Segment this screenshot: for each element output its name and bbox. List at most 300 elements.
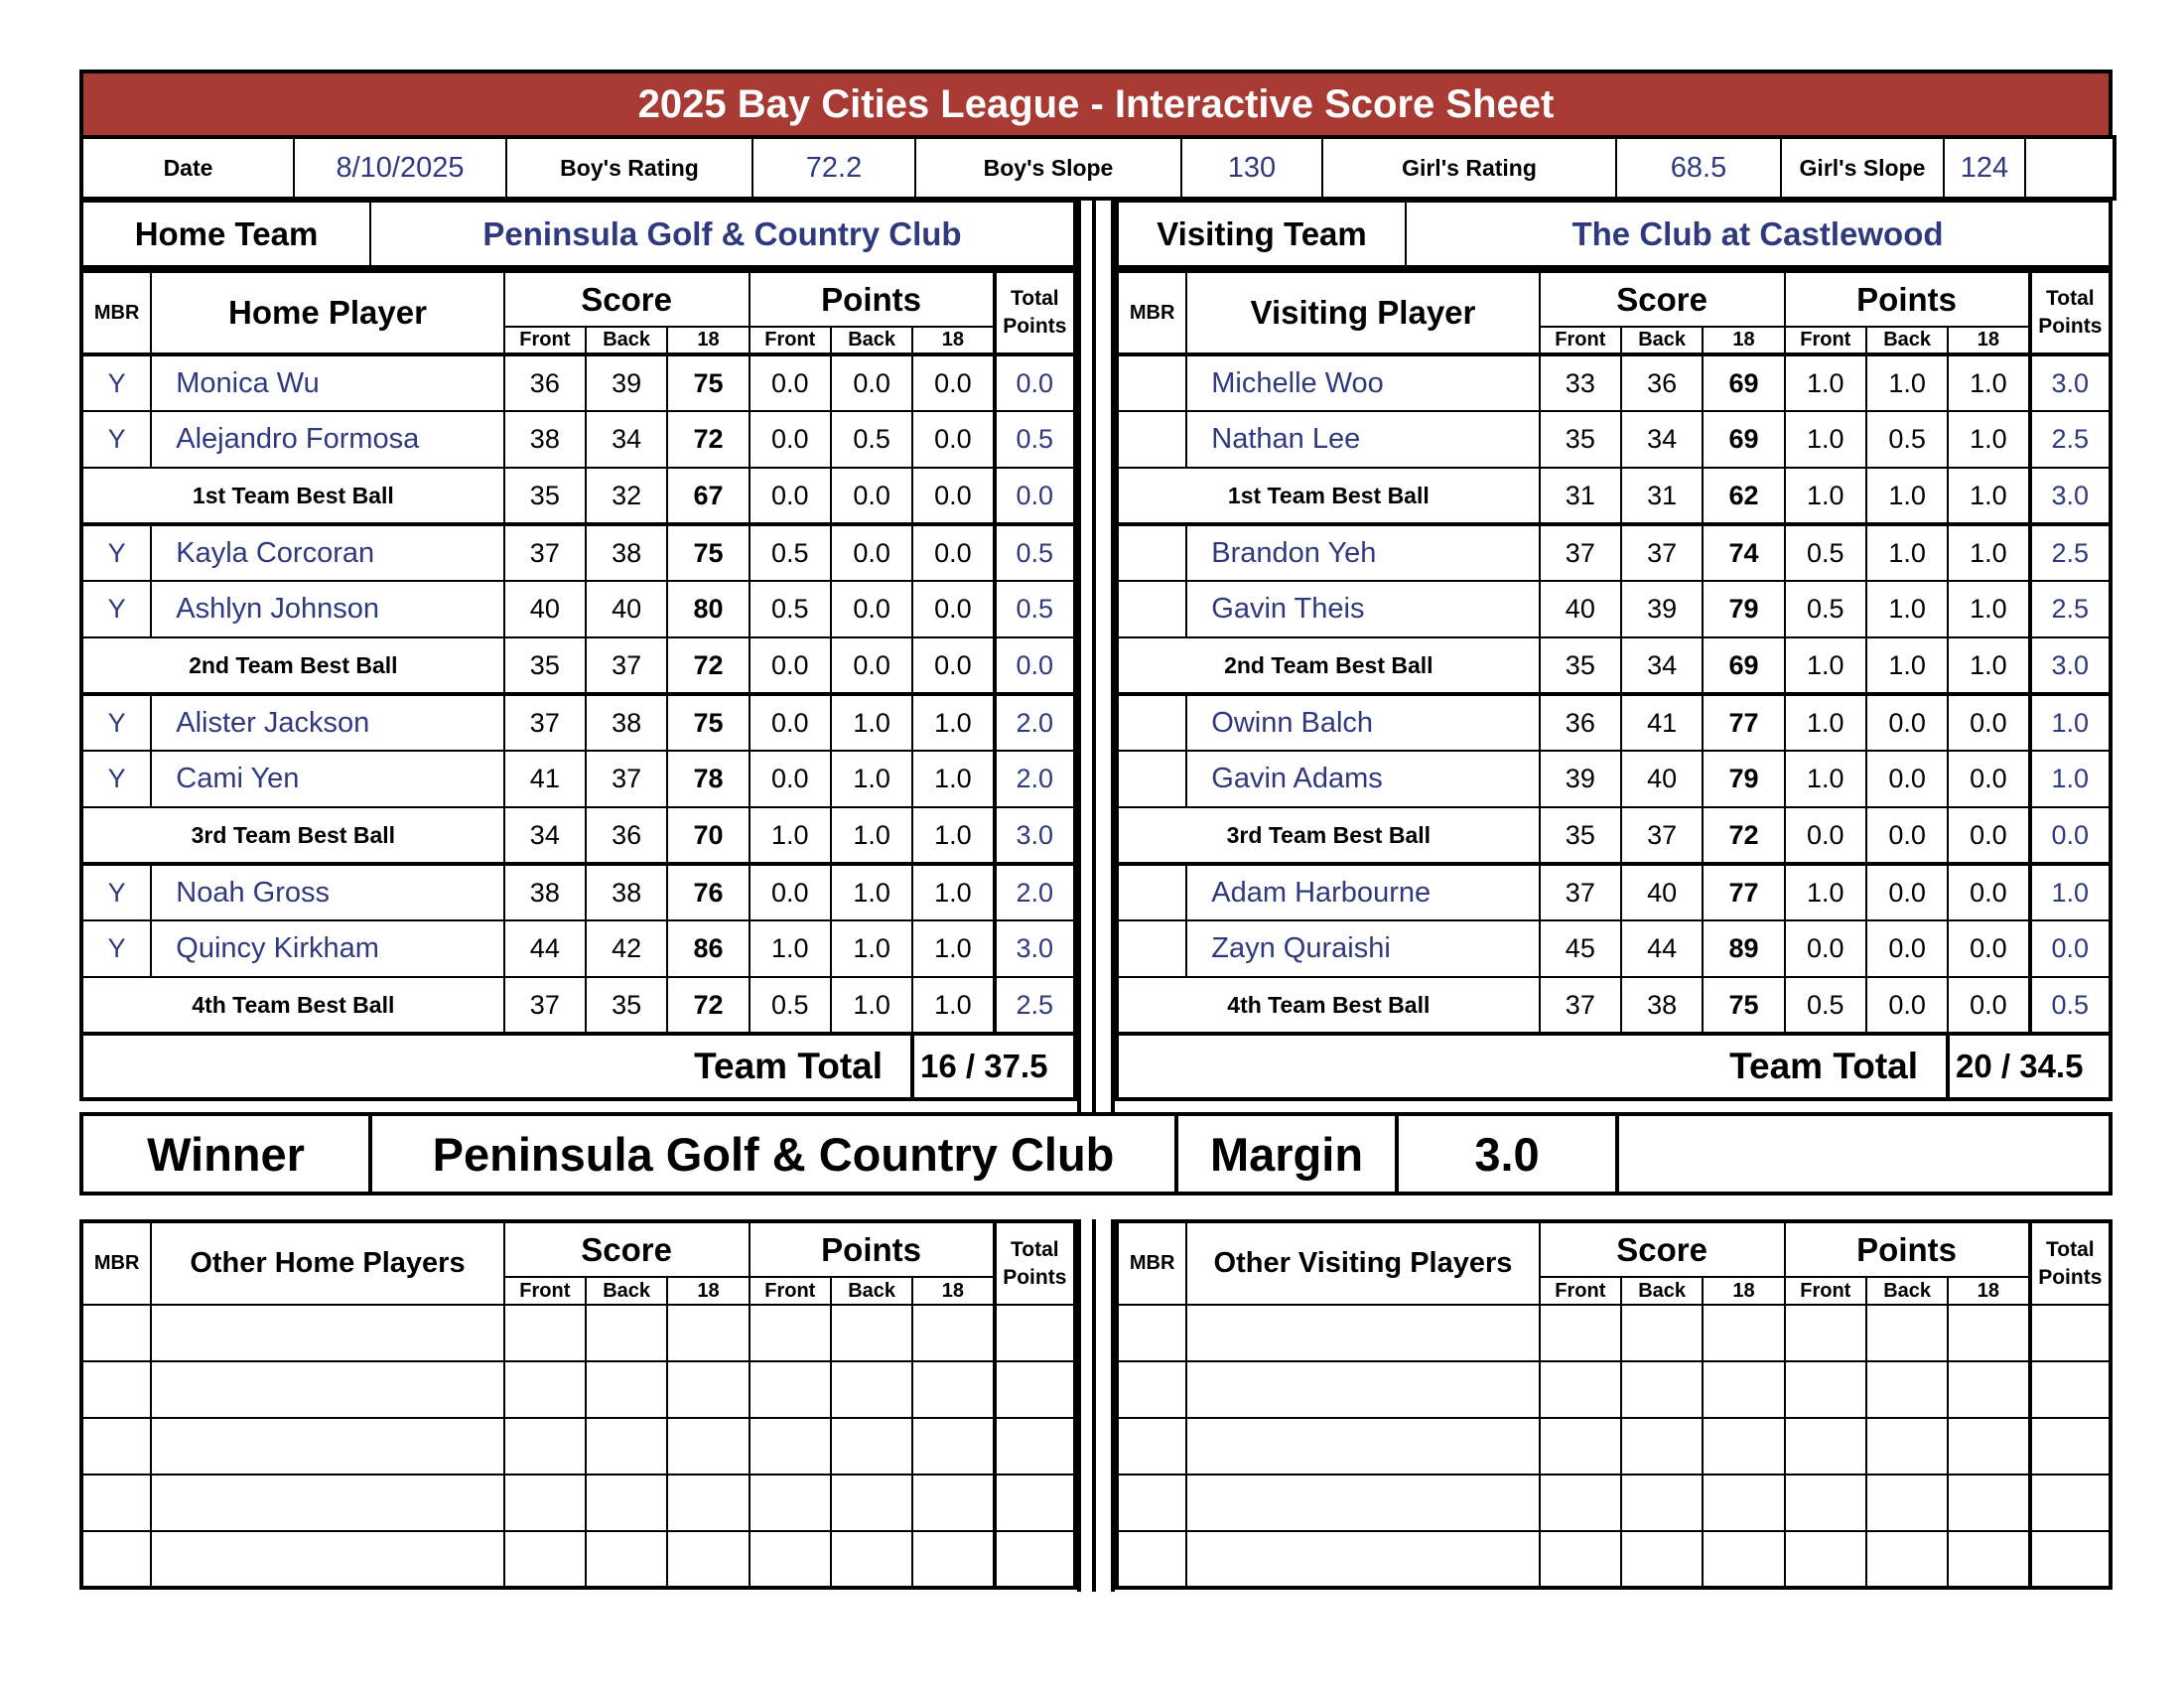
score-back[interactable]: 44 bbox=[1621, 920, 1703, 977]
score-back[interactable] bbox=[1621, 1475, 1703, 1531]
best-ball-label: 2nd Team Best Ball bbox=[81, 637, 504, 694]
mbr-header: MBR bbox=[81, 271, 151, 354]
boys-rating-field[interactable]: 72.2 bbox=[752, 137, 915, 199]
score-back: 37 bbox=[1621, 807, 1703, 864]
score-front[interactable] bbox=[1540, 1531, 1621, 1588]
score-back[interactable]: 41 bbox=[1621, 694, 1703, 751]
winner-label: Winner bbox=[81, 1114, 370, 1194]
score-header: Score bbox=[504, 271, 750, 327]
score-back: 38 bbox=[1621, 977, 1703, 1034]
score-back[interactable] bbox=[1621, 1305, 1703, 1361]
player-name-field[interactable] bbox=[1186, 1418, 1539, 1475]
points-back: 1.0 bbox=[831, 807, 912, 864]
player-name[interactable]: Brandon Yeh bbox=[1186, 524, 1539, 581]
points-back bbox=[1866, 1418, 1948, 1475]
player-name-field[interactable] bbox=[1186, 1305, 1539, 1361]
score-front[interactable]: 36 bbox=[504, 354, 586, 411]
score-front[interactable] bbox=[504, 1475, 586, 1531]
score-back[interactable]: 38 bbox=[586, 864, 667, 920]
score-18: 77 bbox=[1703, 694, 1784, 751]
total-points: 1.0 bbox=[2030, 864, 2111, 920]
player-name[interactable]: Quincy Kirkham bbox=[151, 920, 503, 977]
score-back: 36 bbox=[586, 807, 667, 864]
points-front bbox=[750, 1418, 831, 1475]
score-18: 67 bbox=[667, 468, 749, 524]
boys-slope-field[interactable]: 130 bbox=[1181, 137, 1322, 199]
score-18 bbox=[1703, 1531, 1784, 1588]
home-team-label: Home Team bbox=[81, 202, 370, 267]
score-back[interactable]: 37 bbox=[1621, 524, 1703, 581]
score-front[interactable]: 37 bbox=[504, 694, 586, 751]
points-front: 0.0 bbox=[750, 637, 831, 694]
points-header: Points bbox=[1785, 271, 2030, 327]
score-front[interactable] bbox=[1540, 1418, 1621, 1475]
total-points: 3.0 bbox=[2030, 637, 2111, 694]
mbr-cell[interactable]: Y bbox=[81, 920, 151, 977]
points-back: 0.5 bbox=[831, 411, 912, 468]
points-front: 0.0 bbox=[1785, 920, 1866, 977]
best-ball-label: 3rd Team Best Ball bbox=[81, 807, 504, 864]
girls-slope-label: Girl's Slope bbox=[1781, 137, 1944, 199]
visiting-team-total-value: 20 / 34.5 bbox=[1948, 1036, 2111, 1099]
score-back-header: Back bbox=[1621, 1277, 1703, 1305]
score-front[interactable] bbox=[1540, 1305, 1621, 1361]
points-back: 0.0 bbox=[1866, 807, 1948, 864]
mbr-cell[interactable] bbox=[1117, 864, 1186, 920]
other-home-players-table bbox=[79, 1219, 1077, 1590]
player-name-field[interactable] bbox=[1186, 1361, 1539, 1418]
score-18: 69 bbox=[1703, 354, 1784, 411]
player-row bbox=[81, 524, 1075, 581]
mbr-cell[interactable]: Y bbox=[81, 524, 151, 581]
points-front: 1.0 bbox=[1785, 637, 1866, 694]
mbr-cell[interactable]: Y bbox=[81, 694, 151, 751]
score-back[interactable]: 37 bbox=[586, 751, 667, 807]
points-back: 0.0 bbox=[1866, 751, 1948, 807]
score-front: 31 bbox=[1540, 468, 1621, 524]
best-ball-row bbox=[81, 468, 1075, 524]
score-back[interactable]: 40 bbox=[1621, 751, 1703, 807]
score-front[interactable]: 36 bbox=[1540, 694, 1621, 751]
total-points bbox=[2030, 1418, 2111, 1475]
player-name[interactable]: Zayn Quraishi bbox=[1186, 920, 1539, 977]
points-back: 1.0 bbox=[831, 977, 912, 1034]
player-row bbox=[81, 920, 1075, 977]
points-18: 0.0 bbox=[912, 637, 994, 694]
player-row bbox=[1117, 524, 2111, 581]
score-back: 35 bbox=[586, 977, 667, 1034]
score-front[interactable] bbox=[504, 1305, 586, 1361]
score-back[interactable] bbox=[1621, 1531, 1703, 1588]
sheet-title: 2025 Bay Cities League - Interactive Score Sheet bbox=[79, 70, 2113, 135]
total-points bbox=[2030, 1361, 2111, 1418]
points-front: 0.0 bbox=[750, 751, 831, 807]
score-front[interactable]: 35 bbox=[1540, 411, 1621, 468]
other-player-row bbox=[1117, 1475, 2111, 1531]
other-player-row bbox=[81, 1531, 1075, 1588]
points-front-header: Front bbox=[750, 327, 831, 354]
total-points: 1.0 bbox=[2030, 694, 2111, 751]
points-18-header: 18 bbox=[1948, 1277, 2029, 1305]
other-visiting-players-table bbox=[1115, 1219, 2113, 1590]
mbr-cell[interactable] bbox=[1117, 694, 1186, 751]
total-points: 2.5 bbox=[2030, 411, 2111, 468]
info-spacer bbox=[2025, 137, 2115, 199]
score-front: 35 bbox=[504, 468, 586, 524]
points-18: 1.0 bbox=[1948, 581, 2029, 637]
mbr-cell[interactable]: Y bbox=[81, 581, 151, 637]
score-front[interactable]: 38 bbox=[504, 864, 586, 920]
points-back: 1.0 bbox=[831, 694, 912, 751]
points-18: 1.0 bbox=[912, 751, 994, 807]
visiting-team-header bbox=[1115, 201, 2113, 269]
points-back-header: Back bbox=[831, 1277, 912, 1305]
home-team-name[interactable]: Peninsula Golf & Country Club bbox=[370, 202, 1075, 267]
points-back-header: Back bbox=[1866, 1277, 1948, 1305]
player-name[interactable]: Michelle Woo bbox=[1186, 354, 1539, 411]
score-18-header: 18 bbox=[1703, 1277, 1784, 1305]
home-team-total-label: Team Total bbox=[694, 1046, 883, 1086]
total-points: 2.0 bbox=[995, 694, 1075, 751]
score-18 bbox=[667, 1418, 749, 1475]
score-front-header: Front bbox=[504, 327, 586, 354]
mbr-cell[interactable] bbox=[1117, 1305, 1186, 1361]
score-back[interactable]: 38 bbox=[586, 694, 667, 751]
total-points: 0.5 bbox=[995, 581, 1075, 637]
score-back: 37 bbox=[586, 637, 667, 694]
score-18: 62 bbox=[1703, 468, 1784, 524]
score-back[interactable] bbox=[1621, 1418, 1703, 1475]
points-18-header: 18 bbox=[912, 1277, 994, 1305]
player-name-field[interactable] bbox=[1186, 1531, 1539, 1588]
other-players-section bbox=[79, 1219, 2113, 1592]
points-18: 0.0 bbox=[1948, 864, 2029, 920]
mbr-cell[interactable] bbox=[81, 1305, 151, 1361]
points-front bbox=[750, 1475, 831, 1531]
mbr-cell[interactable] bbox=[1117, 1531, 1186, 1588]
mbr-cell[interactable] bbox=[81, 1418, 151, 1475]
points-back bbox=[831, 1305, 912, 1361]
mbr-cell[interactable] bbox=[81, 1531, 151, 1588]
points-18 bbox=[912, 1305, 994, 1361]
score-back[interactable] bbox=[586, 1475, 667, 1531]
points-front: 0.5 bbox=[1785, 977, 1866, 1034]
points-front-header: Front bbox=[750, 1277, 831, 1305]
score-front-header: Front bbox=[1540, 1277, 1621, 1305]
score-18 bbox=[1703, 1305, 1784, 1361]
score-18: 70 bbox=[667, 807, 749, 864]
score-18: 75 bbox=[1703, 977, 1784, 1034]
total-points bbox=[2030, 1531, 2111, 1588]
mbr-cell[interactable] bbox=[1117, 751, 1186, 807]
player-name-field[interactable] bbox=[151, 1475, 503, 1531]
points-18: 0.0 bbox=[1948, 920, 2029, 977]
player-name[interactable]: Monica Wu bbox=[151, 354, 503, 411]
girls-rating-field[interactable]: 68.5 bbox=[1616, 137, 1781, 199]
points-18: 1.0 bbox=[912, 977, 994, 1034]
points-back: 0.0 bbox=[831, 468, 912, 524]
points-front: 1.0 bbox=[1785, 468, 1866, 524]
visiting-team-total bbox=[1115, 1036, 2113, 1101]
home-score-table bbox=[79, 269, 1077, 1036]
player-name[interactable]: Gavin Theis bbox=[1186, 581, 1539, 637]
mbr-cell[interactable] bbox=[81, 1361, 151, 1418]
points-back: 1.0 bbox=[831, 920, 912, 977]
score-18 bbox=[1703, 1475, 1784, 1531]
points-front: 0.5 bbox=[750, 524, 831, 581]
score-18: 86 bbox=[667, 920, 749, 977]
mbr-cell[interactable] bbox=[1117, 354, 1186, 411]
mbr-cell[interactable]: Y bbox=[81, 751, 151, 807]
points-front: 1.0 bbox=[1785, 694, 1866, 751]
score-front: 35 bbox=[504, 637, 586, 694]
player-name[interactable]: Ashlyn Johnson bbox=[151, 581, 503, 637]
score-back: 32 bbox=[586, 468, 667, 524]
mbr-cell[interactable]: Y bbox=[81, 354, 151, 411]
total-points bbox=[2030, 1475, 2111, 1531]
player-header: Other Visiting Players bbox=[1186, 1221, 1539, 1305]
player-name-field[interactable] bbox=[151, 1361, 503, 1418]
total-points: 0.5 bbox=[995, 524, 1075, 581]
score-18 bbox=[1703, 1361, 1784, 1418]
mbr-cell[interactable] bbox=[1117, 411, 1186, 468]
result-spacer bbox=[1617, 1114, 2111, 1194]
score-front[interactable]: 37 bbox=[1540, 864, 1621, 920]
points-18: 0.0 bbox=[912, 581, 994, 637]
points-front bbox=[750, 1305, 831, 1361]
score-18: 75 bbox=[667, 524, 749, 581]
score-front[interactable] bbox=[504, 1531, 586, 1588]
score-back[interactable]: 42 bbox=[586, 920, 667, 977]
points-front: 0.5 bbox=[1785, 524, 1866, 581]
date-field[interactable]: 8/10/2025 bbox=[294, 137, 506, 199]
points-front bbox=[1785, 1361, 1866, 1418]
player-name-field[interactable] bbox=[1186, 1475, 1539, 1531]
score-front: 37 bbox=[504, 977, 586, 1034]
center-divider bbox=[1077, 201, 1115, 1112]
home-team-total-value: 16 / 37.5 bbox=[912, 1036, 1075, 1099]
points-18: 1.0 bbox=[1948, 524, 2029, 581]
score-front[interactable]: 37 bbox=[504, 524, 586, 581]
player-name[interactable]: Cami Yen bbox=[151, 751, 503, 807]
mbr-cell[interactable] bbox=[1117, 1475, 1186, 1531]
mbr-cell[interactable] bbox=[1117, 524, 1186, 581]
total-points: 3.0 bbox=[995, 807, 1075, 864]
points-18: 1.0 bbox=[912, 694, 994, 751]
score-front[interactable] bbox=[504, 1361, 586, 1418]
score-18 bbox=[667, 1305, 749, 1361]
player-name-field[interactable] bbox=[151, 1418, 503, 1475]
total-points-header: Total Points bbox=[2030, 1221, 2111, 1305]
score-18: 74 bbox=[1703, 524, 1784, 581]
score-18: 72 bbox=[667, 977, 749, 1034]
score-18-header: 18 bbox=[1703, 327, 1784, 354]
other-player-row bbox=[81, 1418, 1075, 1475]
score-front[interactable]: 40 bbox=[1540, 581, 1621, 637]
score-18 bbox=[667, 1361, 749, 1418]
points-18: 0.0 bbox=[1948, 977, 2029, 1034]
total-points: 0.0 bbox=[2030, 920, 2111, 977]
points-front bbox=[1785, 1531, 1866, 1588]
points-back: 1.0 bbox=[831, 864, 912, 920]
total-points: 3.0 bbox=[2030, 468, 2111, 524]
score-back[interactable]: 34 bbox=[586, 411, 667, 468]
score-back[interactable]: 39 bbox=[586, 354, 667, 411]
best-ball-row bbox=[81, 807, 1075, 864]
player-header: Home Player bbox=[151, 271, 503, 354]
player-name-field[interactable] bbox=[151, 1531, 503, 1588]
score-header: Score bbox=[504, 1221, 750, 1277]
other-player-row bbox=[1117, 1305, 2111, 1361]
total-points bbox=[995, 1531, 1075, 1588]
score-front[interactable] bbox=[1540, 1361, 1621, 1418]
visiting-team-section bbox=[1115, 201, 2113, 1101]
points-back bbox=[1866, 1305, 1948, 1361]
player-name[interactable]: Owinn Balch bbox=[1186, 694, 1539, 751]
player-name-field[interactable] bbox=[151, 1305, 503, 1361]
score-18: 75 bbox=[667, 354, 749, 411]
player-row bbox=[81, 354, 1075, 411]
points-18-header: 18 bbox=[1948, 327, 2029, 354]
player-name[interactable]: Gavin Adams bbox=[1186, 751, 1539, 807]
best-ball-row bbox=[1117, 807, 2111, 864]
best-ball-label: 4th Team Best Ball bbox=[81, 977, 504, 1034]
score-back[interactable] bbox=[586, 1418, 667, 1475]
points-18 bbox=[1948, 1361, 2029, 1418]
score-back[interactable] bbox=[586, 1305, 667, 1361]
player-name[interactable]: Noah Gross bbox=[151, 864, 503, 920]
total-points: 2.5 bbox=[2030, 524, 2111, 581]
other-player-row bbox=[1117, 1418, 2111, 1475]
points-header: Points bbox=[750, 1221, 995, 1277]
points-front bbox=[750, 1361, 831, 1418]
score-front-header: Front bbox=[504, 1277, 586, 1305]
score-back[interactable]: 38 bbox=[586, 524, 667, 581]
other-player-row bbox=[1117, 1361, 2111, 1418]
points-front: 1.0 bbox=[1785, 411, 1866, 468]
player-name[interactable]: Alejandro Formosa bbox=[151, 411, 503, 468]
score-18: 72 bbox=[667, 411, 749, 468]
score-front[interactable]: 44 bbox=[504, 920, 586, 977]
score-front: 35 bbox=[1540, 807, 1621, 864]
girls-slope-field[interactable]: 124 bbox=[1944, 137, 2025, 199]
points-18 bbox=[1948, 1305, 2029, 1361]
points-back bbox=[831, 1361, 912, 1418]
score-back[interactable]: 40 bbox=[586, 581, 667, 637]
points-front: 0.0 bbox=[750, 354, 831, 411]
best-ball-label: 1st Team Best Ball bbox=[1117, 468, 1540, 524]
points-back-header: Back bbox=[1866, 327, 1948, 354]
mbr-cell[interactable] bbox=[1117, 581, 1186, 637]
score-front: 37 bbox=[1540, 977, 1621, 1034]
mbr-cell[interactable] bbox=[1117, 920, 1186, 977]
points-back: 0.0 bbox=[1866, 864, 1948, 920]
mbr-cell[interactable] bbox=[1117, 1361, 1186, 1418]
points-18: 1.0 bbox=[1948, 637, 2029, 694]
mbr-cell[interactable]: Y bbox=[81, 864, 151, 920]
total-points bbox=[2030, 1305, 2111, 1361]
mbr-cell[interactable] bbox=[1117, 1418, 1186, 1475]
points-back bbox=[831, 1418, 912, 1475]
score-back[interactable]: 40 bbox=[1621, 864, 1703, 920]
points-back bbox=[1866, 1361, 1948, 1418]
mbr-cell[interactable]: Y bbox=[81, 411, 151, 468]
score-back[interactable] bbox=[586, 1531, 667, 1588]
score-back[interactable]: 36 bbox=[1621, 354, 1703, 411]
points-back: 1.0 bbox=[1866, 524, 1948, 581]
points-back: 0.5 bbox=[1866, 411, 1948, 468]
points-18: 0.0 bbox=[912, 411, 994, 468]
result-bar bbox=[79, 1112, 2113, 1196]
score-front[interactable]: 33 bbox=[1540, 354, 1621, 411]
boys-slope-label: Boy's Slope bbox=[915, 137, 1181, 199]
score-back[interactable] bbox=[1621, 1361, 1703, 1418]
score-front[interactable]: 41 bbox=[504, 751, 586, 807]
score-back[interactable] bbox=[586, 1361, 667, 1418]
player-name[interactable]: Adam Harbourne bbox=[1186, 864, 1539, 920]
mbr-header: MBR bbox=[1117, 1221, 1186, 1305]
home-team-section bbox=[79, 201, 1077, 1101]
total-points: 2.5 bbox=[995, 977, 1075, 1034]
points-back bbox=[1866, 1475, 1948, 1531]
score-18 bbox=[1703, 1418, 1784, 1475]
points-back: 1.0 bbox=[831, 751, 912, 807]
player-name[interactable]: Nathan Lee bbox=[1186, 411, 1539, 468]
visiting-team-label: Visiting Team bbox=[1117, 202, 1406, 267]
score-18 bbox=[667, 1531, 749, 1588]
points-back: 0.0 bbox=[1866, 694, 1948, 751]
other-player-row bbox=[81, 1305, 1075, 1361]
best-ball-row bbox=[81, 977, 1075, 1034]
score-18: 72 bbox=[1703, 807, 1784, 864]
winner-name: Peninsula Golf & Country Club bbox=[370, 1114, 1176, 1194]
total-points: 2.0 bbox=[995, 751, 1075, 807]
score-front[interactable]: 39 bbox=[1540, 751, 1621, 807]
points-18: 1.0 bbox=[1948, 354, 2029, 411]
visiting-team-name[interactable]: The Club at Castlewood bbox=[1406, 202, 2111, 267]
total-points bbox=[995, 1418, 1075, 1475]
best-ball-label: 1st Team Best Ball bbox=[81, 468, 504, 524]
total-points-header: Total Points bbox=[995, 1221, 1075, 1305]
points-back: 1.0 bbox=[1866, 468, 1948, 524]
score-back[interactable]: 34 bbox=[1621, 411, 1703, 468]
player-name[interactable]: Kayla Corcoran bbox=[151, 524, 503, 581]
score-front[interactable] bbox=[504, 1418, 586, 1475]
total-points bbox=[995, 1475, 1075, 1531]
score-18: 79 bbox=[1703, 581, 1784, 637]
score-header: Score bbox=[1540, 271, 1785, 327]
score-18-header: 18 bbox=[667, 327, 749, 354]
player-name[interactable]: Alister Jackson bbox=[151, 694, 503, 751]
score-front[interactable] bbox=[1540, 1475, 1621, 1531]
score-front[interactable]: 45 bbox=[1540, 920, 1621, 977]
score-back[interactable]: 39 bbox=[1621, 581, 1703, 637]
points-18: 0.0 bbox=[912, 354, 994, 411]
visiting-team-total-label: Team Total bbox=[1729, 1046, 1918, 1086]
points-18 bbox=[1948, 1531, 2029, 1588]
points-back: 1.0 bbox=[1866, 637, 1948, 694]
points-front: 0.0 bbox=[750, 411, 831, 468]
score-back-header: Back bbox=[586, 1277, 667, 1305]
points-18: 0.0 bbox=[912, 524, 994, 581]
score-front[interactable]: 40 bbox=[504, 581, 586, 637]
points-front-header: Front bbox=[1785, 327, 1866, 354]
score-front[interactable]: 37 bbox=[1540, 524, 1621, 581]
score-front[interactable]: 38 bbox=[504, 411, 586, 468]
best-ball-label: 3rd Team Best Ball bbox=[1117, 807, 1540, 864]
mbr-cell[interactable] bbox=[81, 1475, 151, 1531]
boys-rating-label: Boy's Rating bbox=[506, 137, 752, 199]
